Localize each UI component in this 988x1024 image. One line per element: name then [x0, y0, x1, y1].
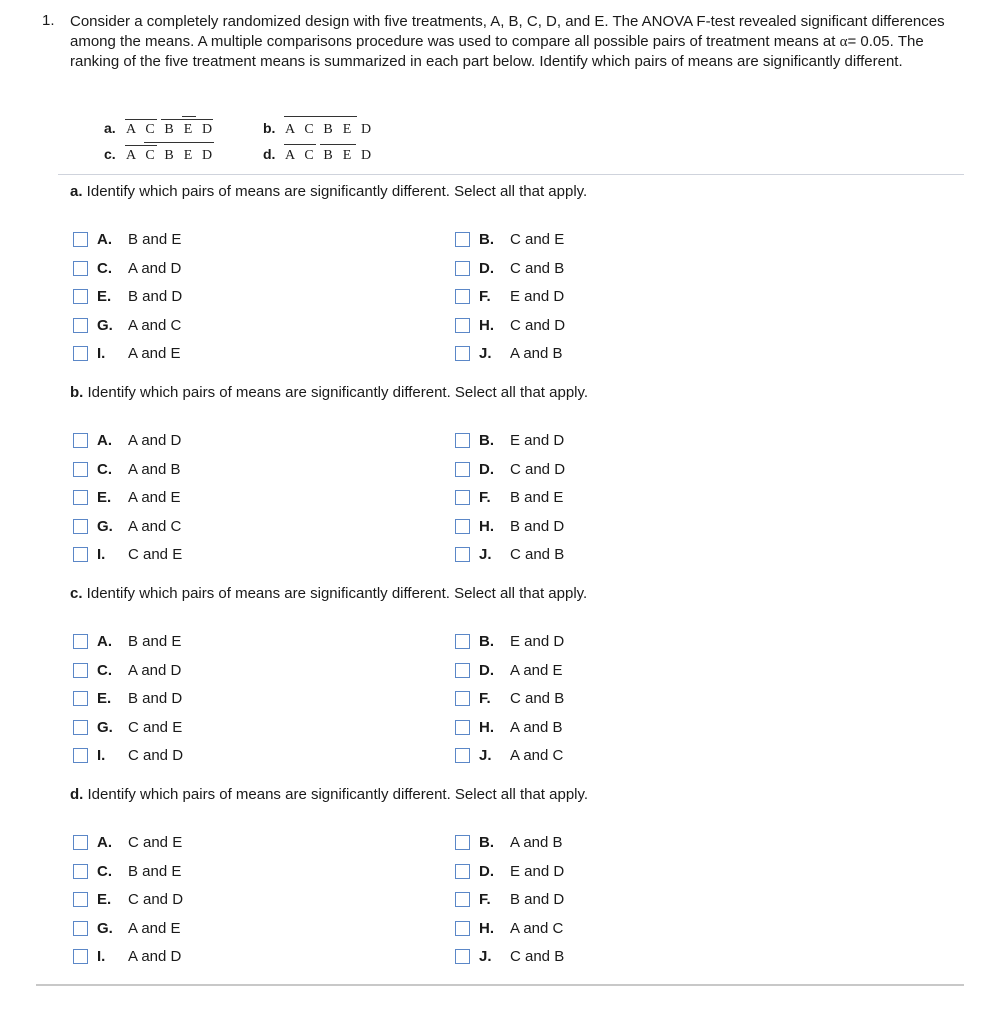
ranking-label: d. [263, 146, 276, 162]
option-letter: F. [479, 489, 491, 506]
option-text: C and B [510, 546, 565, 563]
option-letter: D. [479, 662, 494, 679]
option-text: A and D [128, 662, 182, 679]
option-text: A and B [510, 345, 563, 362]
checkbox[interactable] [455, 490, 470, 505]
option-letter: J. [479, 546, 492, 563]
ranking-letter: A [284, 148, 296, 163]
option-letter: F. [479, 690, 491, 707]
checkbox[interactable] [73, 232, 88, 247]
option-letter: I. [97, 747, 106, 764]
ranking-letter: D [360, 122, 372, 137]
option-letter: I. [97, 546, 106, 563]
option-text: C and E [128, 719, 183, 736]
option-text: B and E [128, 633, 182, 650]
part-prompt-text: Identify which pairs of means are significantly different. Select all that apply. [82, 183, 588, 200]
option-text: B and D [128, 288, 183, 305]
option-letter: D. [479, 461, 494, 478]
ranking-label: c. [104, 146, 116, 162]
checkbox[interactable] [455, 720, 470, 735]
option-letter: C. [97, 461, 112, 478]
option-text: A and C [510, 920, 564, 937]
part-label: d. [70, 786, 84, 803]
ranking-label: b. [263, 120, 276, 136]
option-letter: E. [97, 489, 112, 506]
checkbox[interactable] [73, 949, 88, 964]
bottom-divider [36, 984, 964, 986]
checkbox[interactable] [455, 519, 470, 534]
option-letter: C. [97, 662, 112, 679]
checkbox[interactable] [73, 663, 88, 678]
grouping-bar [182, 116, 196, 117]
part-a-prompt [70, 183, 587, 200]
option-letter: A. [97, 432, 112, 449]
option-text: A and E [510, 662, 563, 679]
checkbox[interactable] [73, 346, 88, 361]
option-text: C and D [128, 891, 184, 908]
checkbox[interactable] [73, 289, 88, 304]
option-text: E and D [510, 863, 565, 880]
option-letter: B. [479, 231, 494, 248]
option-letter: H. [479, 920, 494, 937]
option-letter: B. [479, 633, 494, 650]
alpha-symbol: α [839, 34, 848, 50]
grouping-bar [284, 116, 357, 117]
option-text: A and C [128, 317, 182, 334]
checkbox[interactable] [73, 892, 88, 907]
checkbox[interactable] [455, 748, 470, 763]
checkbox[interactable] [455, 318, 470, 333]
option-letter: H. [479, 317, 494, 334]
alpha-value: = 0.05 [847, 33, 890, 50]
option-letter: C. [97, 260, 112, 277]
option-text: E and D [510, 633, 565, 650]
option-letter: J. [479, 345, 492, 362]
part-label: a. [70, 183, 83, 200]
option-text: B and E [128, 231, 182, 248]
checkbox[interactable] [73, 720, 88, 735]
checkbox[interactable] [73, 691, 88, 706]
checkbox[interactable] [455, 921, 470, 936]
checkbox[interactable] [73, 921, 88, 936]
checkbox[interactable] [455, 634, 470, 649]
checkbox[interactable] [455, 547, 470, 562]
option-letter: F. [479, 891, 491, 908]
option-letter: B. [479, 834, 494, 851]
option-text: B and D [128, 690, 183, 707]
part-label: b. [70, 384, 84, 401]
checkbox[interactable] [455, 864, 470, 879]
part-b-prompt [70, 384, 588, 401]
option-letter: J. [479, 747, 492, 764]
checkbox[interactable] [73, 634, 88, 649]
ranking-letter: E [183, 122, 193, 137]
ranking-letter: C [304, 122, 314, 137]
checkbox[interactable] [73, 748, 88, 763]
checkbox[interactable] [73, 318, 88, 333]
option-letter: D. [479, 863, 494, 880]
option-text: A and C [510, 747, 564, 764]
option-text: C and E [128, 834, 183, 851]
option-letter: G. [97, 317, 113, 334]
checkbox[interactable] [73, 519, 88, 534]
option-letter: I. [97, 345, 106, 362]
option-letter: G. [97, 518, 113, 535]
question-number: 1. [42, 12, 55, 29]
ranking-letter: D [360, 148, 372, 163]
ranking-letter: B [164, 122, 174, 137]
option-text: B and E [510, 489, 564, 506]
option-letter: A. [97, 834, 112, 851]
ranking-letter: C [145, 122, 155, 137]
grouping-bar [320, 144, 356, 145]
checkbox[interactable] [73, 864, 88, 879]
option-text: A and B [510, 834, 563, 851]
option-text: C and D [510, 317, 566, 334]
grouping-bar [161, 119, 213, 120]
checkbox[interactable] [455, 462, 470, 477]
option-letter: I. [97, 948, 106, 965]
ranking-letter: A [125, 122, 137, 137]
part-label: c. [70, 585, 83, 602]
grouping-bar [144, 142, 214, 143]
ranking-label: a. [104, 120, 116, 136]
option-letter: J. [479, 948, 492, 965]
ranking-letter: E [342, 148, 352, 163]
part-prompt-text: Identify which pairs of means are significantly different. Select all that apply. [83, 384, 589, 401]
option-text: C and E [510, 231, 565, 248]
checkbox[interactable] [455, 691, 470, 706]
option-letter: F. [479, 288, 491, 305]
option-letter: E. [97, 288, 112, 305]
option-letter: G. [97, 920, 113, 937]
option-text: C and B [510, 260, 565, 277]
checkbox[interactable] [73, 547, 88, 562]
ranking-letter: A [125, 148, 137, 163]
option-text: A and E [128, 489, 181, 506]
option-text: C and B [510, 948, 565, 965]
option-text: C and E [128, 546, 183, 563]
checkbox[interactable] [455, 289, 470, 304]
ranking-letter: C [304, 148, 314, 163]
option-text: A and B [128, 461, 181, 478]
ranking-letter: D [201, 148, 213, 163]
checkbox[interactable] [455, 346, 470, 361]
option-letter: C. [97, 863, 112, 880]
grouping-bar [125, 119, 157, 120]
option-text: B and D [510, 891, 565, 908]
checkbox[interactable] [73, 261, 88, 276]
checkbox[interactable] [455, 835, 470, 850]
checkbox[interactable] [73, 433, 88, 448]
option-letter: A. [97, 231, 112, 248]
ranking-letter: B [323, 122, 333, 137]
option-text: B and D [510, 518, 565, 535]
option-text: B and E [128, 863, 182, 880]
option-letter: E. [97, 690, 112, 707]
checkbox[interactable] [73, 835, 88, 850]
option-text: E and D [510, 288, 565, 305]
checkbox[interactable] [455, 232, 470, 247]
option-letter: B. [479, 432, 494, 449]
ranking-letter: E [183, 148, 193, 163]
part-d-prompt [70, 786, 588, 803]
question-text-part2: . The ranking of the five treatment means is summarized in each part below. Identify which pairs of means are significantly different. [70, 33, 924, 70]
option-letter: A. [97, 633, 112, 650]
ranking-letter: D [201, 122, 213, 137]
option-letter: H. [479, 719, 494, 736]
part-prompt-text: Identify which pairs of means are significantly different. Select all that apply. [83, 786, 589, 803]
option-letter: E. [97, 891, 112, 908]
checkbox[interactable] [73, 490, 88, 505]
option-text: C and D [510, 461, 566, 478]
option-text: A and D [128, 260, 182, 277]
grouping-bar [284, 144, 316, 145]
option-text: A and E [128, 345, 181, 362]
option-letter: G. [97, 719, 113, 736]
ranking-letter: C [145, 148, 155, 163]
checkbox[interactable] [455, 433, 470, 448]
ranking-letter: A [284, 122, 296, 137]
option-letter: D. [479, 260, 494, 277]
part-c-prompt [70, 585, 587, 602]
part-prompt-text: Identify which pairs of means are significantly different. Select all that apply. [82, 585, 588, 602]
option-text: A and B [510, 719, 563, 736]
ranking-letter: B [164, 148, 174, 163]
question-text-part1: Consider a completely randomized design with five treatments, A, B, C, D, and E. The ANOVA F-test revealed significant differences among the means. A multiple comparisons procedure was used to compare all possible pairs of treatment means at [70, 13, 945, 50]
section-divider [58, 174, 964, 175]
option-text: E and D [510, 432, 565, 449]
option-text: A and D [128, 948, 182, 965]
option-text: A and E [128, 920, 181, 937]
ranking-letter: B [323, 148, 333, 163]
option-text: A and C [128, 518, 182, 535]
checkbox[interactable] [455, 892, 470, 907]
option-text: C and B [510, 690, 565, 707]
option-text: A and D [128, 432, 182, 449]
grouping-bar [125, 145, 157, 146]
checkbox[interactable] [455, 663, 470, 678]
checkbox[interactable] [455, 261, 470, 276]
question-text [70, 12, 965, 72]
checkbox[interactable] [73, 462, 88, 477]
option-letter: H. [479, 518, 494, 535]
option-text: C and D [128, 747, 184, 764]
checkbox[interactable] [455, 949, 470, 964]
ranking-letter: E [342, 122, 352, 137]
